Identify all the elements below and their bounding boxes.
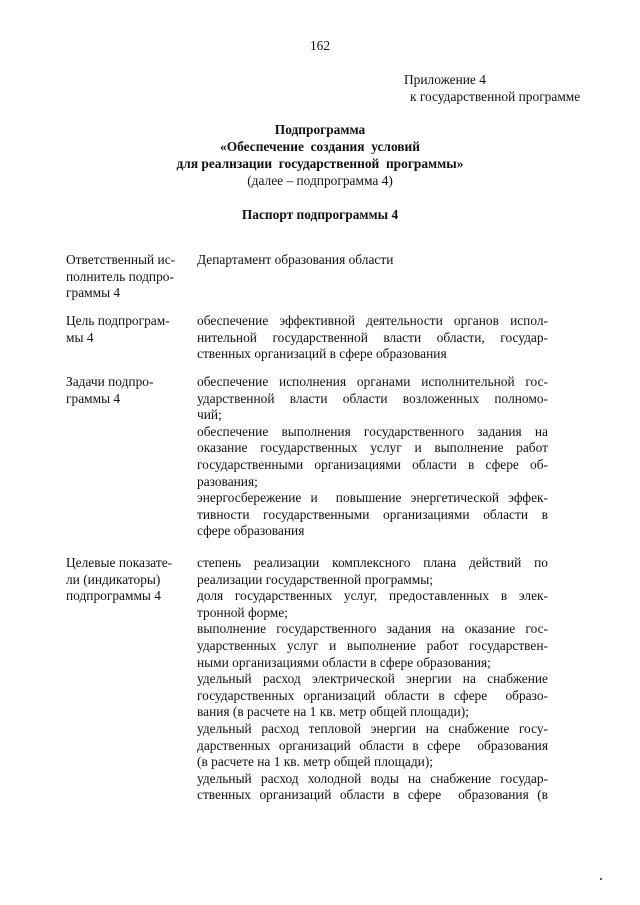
label-line: граммы 4 <box>66 285 121 301</box>
appendix-header <box>404 71 580 105</box>
value-line: энергосбережение и повышение энергетической эффек- <box>197 490 548 506</box>
value-line: ударственной власти области возложенных полномо- <box>197 390 548 406</box>
row-label <box>66 313 188 346</box>
value-line: степень реализации комплексного плана действий по <box>197 555 548 570</box>
row-value <box>197 374 548 540</box>
label-line: граммы 4 <box>66 390 121 406</box>
row-label <box>66 252 188 302</box>
value-line: ными организациями области в сфере образования; <box>197 654 491 670</box>
label-line: Цель подпрограм- <box>66 313 170 328</box>
value-line: вания (в расчете на 1 кв. метр общей площади); <box>197 704 469 720</box>
label-line: Ответственный ис- <box>66 252 176 267</box>
value-line: ственных организаций в сфере образования <box>197 346 447 362</box>
value-line: оказание государственных услуг и выполнение работ <box>197 440 548 456</box>
value-line: разования; <box>197 473 258 489</box>
subprogram-title <box>0 121 640 189</box>
label-line: полнитель подпро- <box>66 268 174 284</box>
appendix-line-2: к государственной программе <box>410 89 581 104</box>
label-line: Задачи подпро- <box>66 374 154 389</box>
row-label <box>66 374 188 407</box>
value-line: (в расчете на 1 кв. метр общей площади); <box>197 754 433 770</box>
label-line: Целевые показате- <box>66 555 173 570</box>
value-line: обеспечение эффективной деятельности органов испол- <box>197 313 548 328</box>
value-line: чий; <box>197 407 222 423</box>
row-label <box>66 555 188 605</box>
title-line-1: Подпрограмма <box>274 122 366 137</box>
appendix-line-1: Приложение 4 <box>404 72 486 87</box>
passport-title: Паспорт подпрограммы 4 <box>241 207 399 222</box>
value-line: обеспечение выполнения государственного задания на <box>197 423 548 439</box>
value-line: тивности государственными организациями области в <box>197 506 548 522</box>
value-line: удельный расход тепловой энергии на снабжение госу- <box>197 720 548 736</box>
value-line: доля государственных услуг, предоставленных в элек- <box>197 588 548 604</box>
page-number: 162 <box>309 38 331 53</box>
value-line: дарственных организаций области в сфере образования <box>197 737 548 753</box>
title-line-3: для реализации государственной программы» <box>176 156 464 171</box>
title-line-4: (далее – подпрограмма 4) <box>247 173 393 188</box>
value-line: удельный расход электрической энергии на снабжение <box>197 671 548 687</box>
row-value <box>197 252 548 269</box>
value-line: удельный расход холодной воды на снабжение государ- <box>197 770 548 786</box>
value-line: ударственных услуг и выполнение работ государствен- <box>197 637 548 653</box>
row-value <box>197 313 548 363</box>
value-line: реализации государственной программы; <box>197 571 433 587</box>
value-line: ственных организаций области в сфере образования (в <box>197 787 548 803</box>
row-value <box>197 555 548 804</box>
value-line: тронной форме; <box>197 604 288 620</box>
value-line: выполнение государственного задания на оказание гос- <box>197 621 548 637</box>
value-line: нительной государственной власти области, государ- <box>197 329 548 345</box>
value-line: Департамент образования области <box>197 252 394 267</box>
value-line: государственными организациями области в сфере об- <box>197 456 548 472</box>
value-line: обеспечение исполнения органами исполнительной гос- <box>197 374 548 389</box>
value-line: государственных организаций области в сфере образо- <box>197 687 548 703</box>
label-line: ли (индикаторы) <box>66 571 161 587</box>
scan-speck <box>600 878 602 880</box>
label-line: мы 4 <box>66 329 94 345</box>
label-line: подпрограммы 4 <box>66 588 161 604</box>
value-line: сфере образования <box>197 523 305 539</box>
title-line-2: «Обеспечение создания условий <box>220 139 420 154</box>
